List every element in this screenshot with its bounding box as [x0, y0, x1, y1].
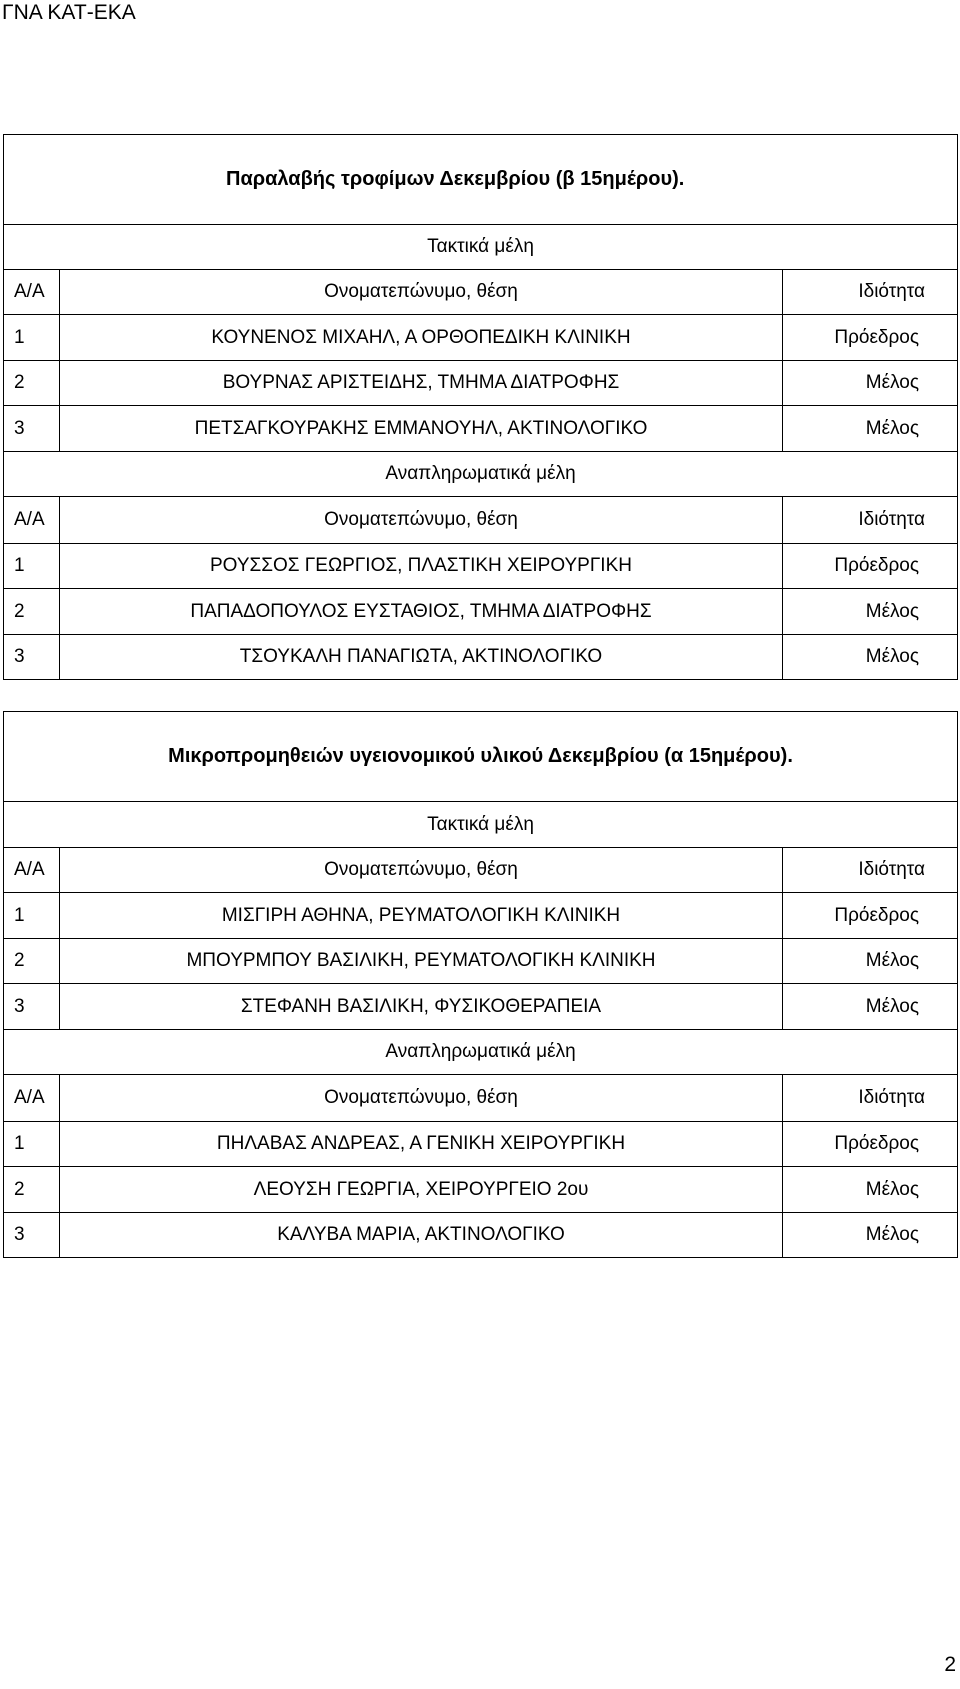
member-number: 3 [4, 635, 60, 680]
member-number: 3 [4, 984, 60, 1030]
member-name: ΠΕΤΣΑΓΚΟΥΡΑΚΗΣ ΕΜΜΑΝΟΥΗΛ, ΑΚΤΙΝΟΛΟΓΙΚΟ [60, 406, 783, 452]
column-header-name: Ονοματεπώνυμο, θέση [60, 1075, 783, 1122]
member-role: Μέλος [783, 406, 958, 452]
member-row [4, 544, 958, 589]
member-row [4, 361, 958, 406]
column-header-role: Ιδιότητα [783, 270, 958, 315]
member-number: 2 [4, 361, 60, 406]
section-label-alternate: Αναπληρωματικά μέλη [4, 1030, 958, 1075]
member-role: Μέλος [783, 939, 958, 984]
member-number: 2 [4, 589, 60, 635]
member-role: Μέλος [783, 1213, 958, 1258]
section-row-alternate [4, 452, 958, 497]
member-name: ΛΕΟΥΣΗ ΓΕΩΡΓΙΑ, ΧΕΙΡΟΥΡΓΕΙΟ 2ου [60, 1167, 783, 1213]
column-header-row [4, 1075, 958, 1122]
member-number: 1 [4, 893, 60, 939]
member-row [4, 589, 958, 635]
member-role: Μέλος [783, 984, 958, 1030]
column-header-name: Ονοματεπώνυμο, θέση [60, 848, 783, 893]
member-number: 2 [4, 1167, 60, 1213]
column-header-row [4, 848, 958, 893]
section-label-alternate: Αναπληρωματικά μέλη [4, 452, 958, 497]
member-row [4, 1167, 958, 1213]
column-header-number: Α/Α [4, 497, 60, 544]
section-label-regular: Τακτικά μέλη [4, 802, 958, 848]
member-row [4, 406, 958, 452]
column-header-number: Α/Α [4, 270, 60, 315]
column-header-name: Ονοματεπώνυμο, θέση [60, 497, 783, 544]
member-number: 1 [4, 544, 60, 589]
member-role: Πρόεδρος [783, 1122, 958, 1167]
member-name: ΡΟΥΣΣΟΣ ΓΕΩΡΓΙΟΣ, ΠΛΑΣΤΙΚΗ ΧΕΙΡΟΥΡΓΙΚΗ [60, 544, 783, 589]
member-role: Μέλος [783, 1167, 958, 1213]
member-name: ΜΠΟΥΡΜΠΟΥ ΒΑΣΙΛΙΚΗ, ΡΕΥΜΑΤΟΛΟΓΙΚΗ ΚΛΙΝΙΚΗ [60, 939, 783, 984]
column-header-role: Ιδιότητα [783, 1075, 958, 1122]
member-name: ΒΟΥΡΝΑΣ ΑΡΙΣΤΕΙΔΗΣ, ΤΜΗΜΑ ΔΙΑΤΡΟΦΗΣ [60, 361, 783, 406]
committee-table-food-reception [3, 134, 958, 680]
section-label-regular: Τακτικά μέλη [4, 225, 958, 270]
member-role: Πρόεδρος [783, 544, 958, 589]
page-number: 2 [944, 1653, 956, 1676]
committee-title: Παραλαβής τροφίμων Δεκεμβρίου (β 15ημέρου). [4, 135, 958, 225]
column-header-row [4, 270, 958, 315]
running-header: ΓΝΑ ΚΑΤ-ΕΚΑ [2, 1, 136, 24]
member-number: 1 [4, 315, 60, 361]
member-row [4, 635, 958, 680]
section-row-regular [4, 802, 958, 848]
member-role: Μέλος [783, 361, 958, 406]
member-name: ΠΗΛΑΒΑΣ ΑΝΔΡΕΑΣ, Α ΓΕΝΙΚΗ ΧΕΙΡΟΥΡΓΙΚΗ [60, 1122, 783, 1167]
member-role: Πρόεδρος [783, 315, 958, 361]
section-row-regular [4, 225, 958, 270]
member-name: ΠΑΠΑΔΟΠΟΥΛΟΣ ΕΥΣΤΑΘΙΟΣ, ΤΜΗΜΑ ΔΙΑΤΡΟΦΗΣ [60, 589, 783, 635]
member-row [4, 1122, 958, 1167]
section-row-alternate [4, 1030, 958, 1075]
column-header-name: Ονοματεπώνυμο, θέση [60, 270, 783, 315]
member-number: 3 [4, 1213, 60, 1258]
member-name: ΤΣΟΥΚΑΛΗ ΠΑΝΑΓΙΩΤΑ, ΑΚΤΙΝΟΛΟΓΙΚΟ [60, 635, 783, 680]
member-name: ΣΤΕΦΑΝΗ ΒΑΣΙΛΙΚΗ, ΦΥΣΙΚΟΘΕΡΑΠΕΙΑ [60, 984, 783, 1030]
member-name: ΚΟΥΝΕΝΟΣ ΜΙΧΑΗΛ, Α ΟΡΘΟΠΕΔΙΚΗ ΚΛΙΝΙΚΗ [60, 315, 783, 361]
member-number: 3 [4, 406, 60, 452]
member-row [4, 893, 958, 939]
member-role: Μέλος [783, 635, 958, 680]
member-name: ΚΑΛΥΒΑ ΜΑΡΙΑ, ΑΚΤΙΝΟΛΟΓΙΚΟ [60, 1213, 783, 1258]
member-row [4, 315, 958, 361]
member-number: 1 [4, 1122, 60, 1167]
member-name: ΜΙΣΓΙΡΗ ΑΘΗΝΑ, ΡΕΥΜΑΤΟΛΟΓΙΚΗ ΚΛΙΝΙΚΗ [60, 893, 783, 939]
committee-title-row [4, 712, 958, 802]
column-header-row [4, 497, 958, 544]
committee-title-row [4, 135, 958, 225]
member-row [4, 984, 958, 1030]
member-row [4, 1213, 958, 1258]
member-number: 2 [4, 939, 60, 984]
column-header-role: Ιδιότητα [783, 497, 958, 544]
column-header-number: Α/Α [4, 848, 60, 893]
member-role: Μέλος [783, 589, 958, 635]
committee-table-medical-supplies [3, 711, 958, 1258]
committee-title: Μικροπρομηθειών υγειονομικού υλικού Δεκεμβρίου (α 15ημέρου). [4, 712, 958, 802]
member-role: Πρόεδρος [783, 893, 958, 939]
column-header-number: Α/Α [4, 1075, 60, 1122]
column-header-role: Ιδιότητα [783, 848, 958, 893]
member-row [4, 939, 958, 984]
